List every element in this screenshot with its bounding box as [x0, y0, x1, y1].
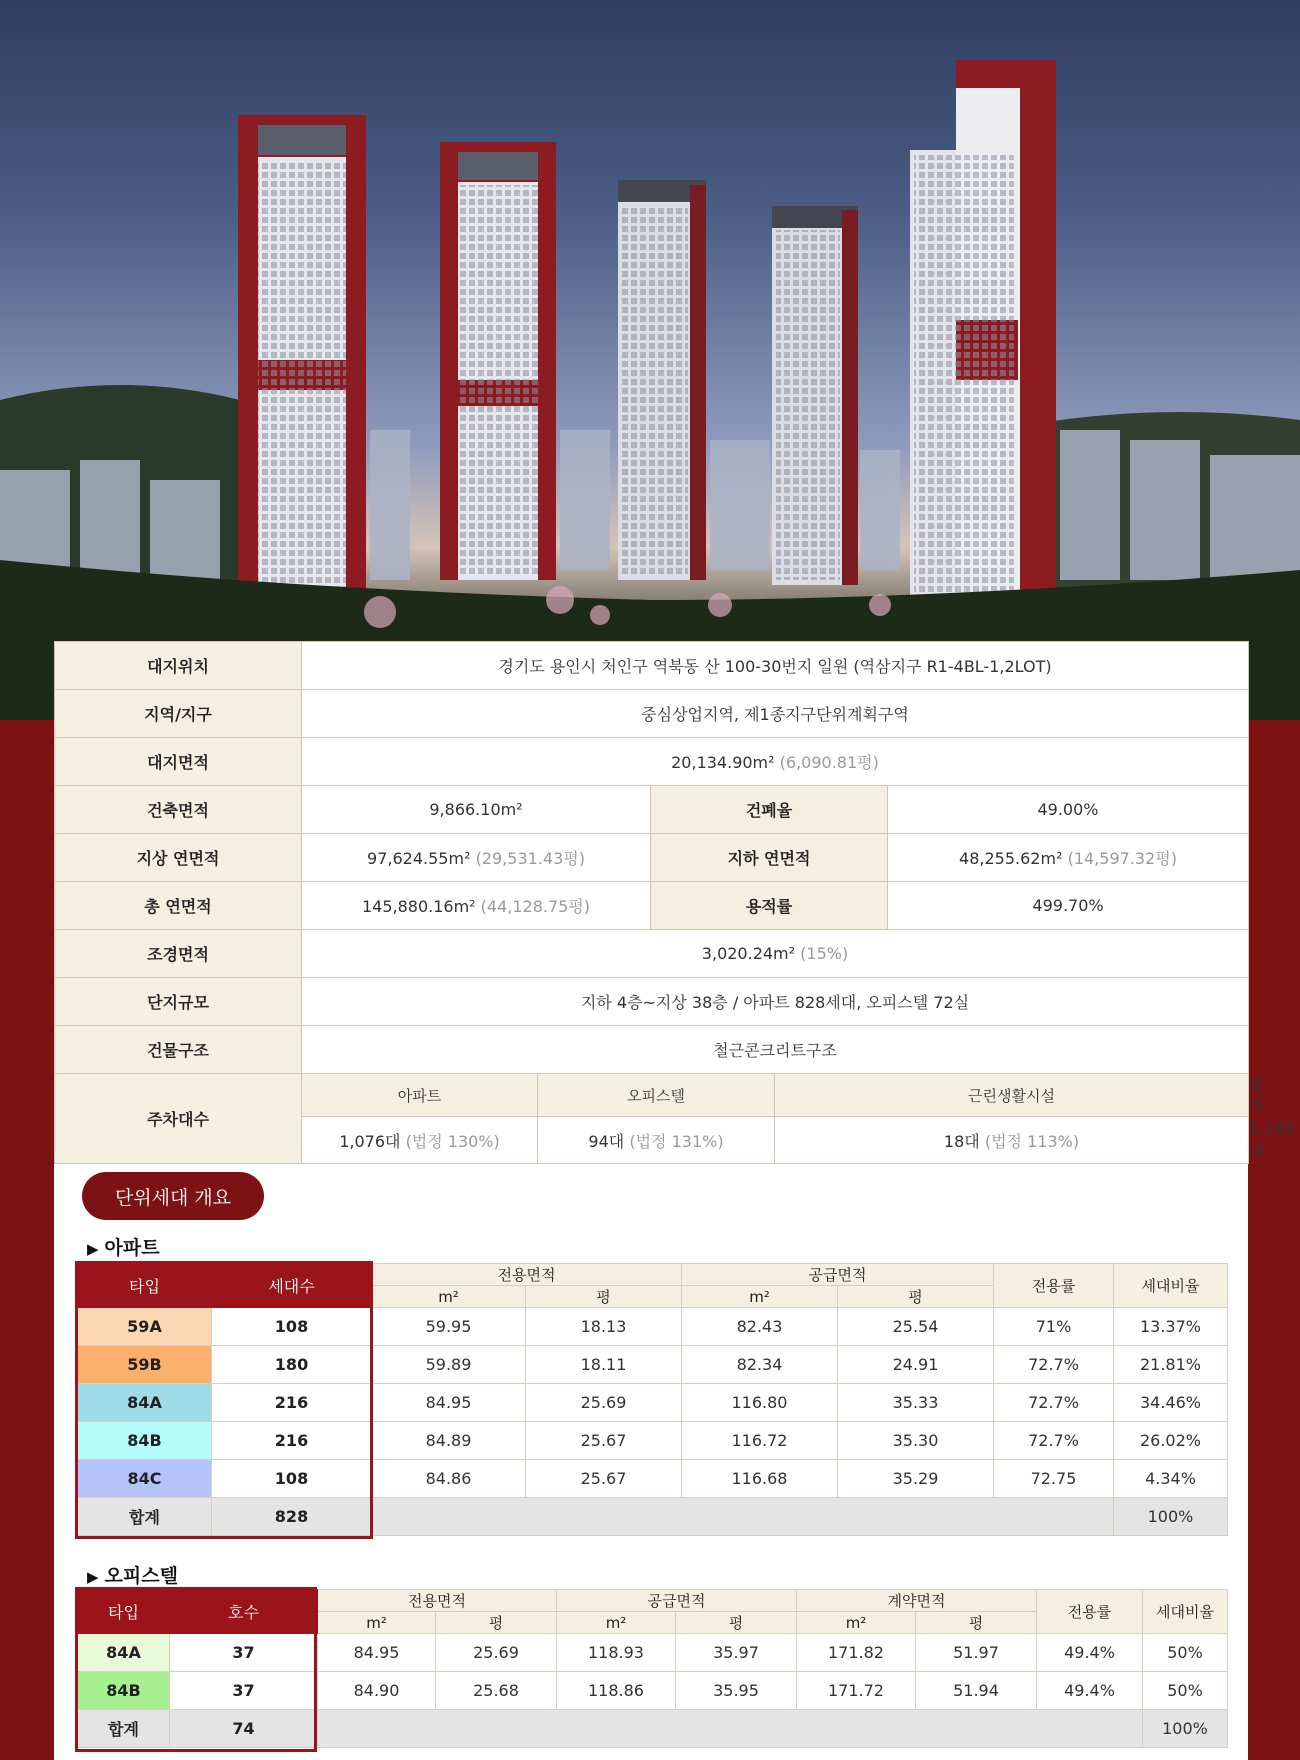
spec-label: 조경면적 — [55, 930, 302, 978]
table-row — [78, 1422, 1228, 1460]
parking-count: 1,188대 — [1249, 1119, 1295, 1160]
total-count: 74 — [170, 1710, 318, 1748]
spec-label: 대지면적 — [55, 738, 302, 786]
total-label: 합계 — [78, 1710, 170, 1748]
cell: 84.86 — [372, 1460, 526, 1498]
cell: 35.97 — [676, 1634, 797, 1672]
spec-label: 건물구조 — [55, 1026, 302, 1074]
parking-legal: (법정 130%) — [405, 1131, 500, 1151]
table-row — [78, 1460, 1228, 1498]
total-label: 합계 — [78, 1498, 212, 1536]
cell: 34.46% — [1114, 1384, 1228, 1422]
spec-row-scale — [55, 978, 1249, 1026]
table-header-row — [78, 1264, 1228, 1286]
cell: 84.95 — [372, 1384, 526, 1422]
cell: 84.89 — [372, 1422, 526, 1460]
total-share: 100% — [1114, 1498, 1228, 1536]
spec-row-total-floor-area — [55, 882, 1249, 930]
col-m2: m² — [682, 1286, 838, 1308]
spec-label: 지하 연면적 — [651, 834, 888, 882]
spec-label: 총 연면적 — [55, 882, 302, 930]
cell: 59.95 — [372, 1308, 526, 1346]
table-row — [78, 1634, 1228, 1672]
col-pyeong: 평 — [676, 1612, 797, 1634]
parking-legal: (법정 113%) — [984, 1131, 1080, 1151]
type-cell: 84A — [78, 1384, 212, 1422]
cell: 26.02% — [1114, 1422, 1228, 1460]
count-cell: 216 — [212, 1384, 372, 1422]
cell: 116.80 — [682, 1384, 838, 1422]
hero-rendering — [0, 0, 1300, 720]
spec-value: 499.70% — [888, 882, 1249, 930]
table-row — [78, 1672, 1228, 1710]
spec-label: 건폐율 — [651, 786, 888, 834]
cell: 84.90 — [318, 1672, 436, 1710]
type-cell: 59B — [78, 1346, 212, 1384]
officetel-heading-label: 오피스텔 — [104, 1565, 178, 1587]
section-title-pill: 단위세대 개요 — [82, 1172, 264, 1220]
col-share: 세대비율 — [1114, 1264, 1228, 1308]
spec-label: 지역/지구 — [55, 690, 302, 738]
cell: 72.7% — [994, 1422, 1114, 1460]
table-row — [78, 1384, 1228, 1422]
cell: 50% — [1143, 1672, 1228, 1710]
count-cell: 108 — [212, 1460, 372, 1498]
col-ratio: 전용률 — [1037, 1590, 1143, 1634]
cell: 49.4% — [1037, 1634, 1143, 1672]
spec-row-above-floor-area — [55, 834, 1249, 882]
apartment-towers-image — [0, 0, 1300, 720]
spec-label: 용적률 — [651, 882, 888, 930]
col-count: 호수 — [170, 1590, 318, 1634]
apartment-heading-label: 아파트 — [104, 1237, 160, 1259]
cell: 118.86 — [557, 1672, 676, 1710]
count-cell: 216 — [212, 1422, 372, 1460]
spec-value-main: 20,134.90m² — [671, 753, 775, 772]
cell: 72.75 — [994, 1460, 1114, 1498]
parking-legal: (법정 131%) — [629, 1131, 724, 1151]
cell: 82.43 — [682, 1308, 838, 1346]
officetel-heading — [87, 1561, 178, 1588]
spec-value: 지하 4층~지상 38층 / 아파트 828세대, 오피스텔 72실 — [302, 978, 1249, 1026]
cell: 49.4% — [1037, 1672, 1143, 1710]
spec-value: 중심상업지역, 제1종지구단위계획구역 — [302, 690, 1249, 738]
spec-value — [302, 834, 651, 882]
count-cell: 37 — [170, 1672, 318, 1710]
spec-value-main: 3,020.24m² — [701, 944, 796, 963]
spec-label: 건축면적 — [55, 786, 302, 834]
cell: 71% — [994, 1308, 1114, 1346]
spec-value-sub: (29,531.43평) — [475, 849, 585, 868]
spec-value — [302, 738, 1249, 786]
spec-value — [302, 882, 651, 930]
spec-value: 경기도 용인시 처인구 역북동 산 100-30번지 일원 (역삼지구 R1-4BL-1,2LOT) — [302, 642, 1249, 690]
parking-value — [538, 1117, 775, 1164]
spec-value-sub: (14,597.32평) — [1067, 849, 1177, 868]
apartment-heading — [87, 1233, 160, 1260]
table-row — [78, 1308, 1228, 1346]
cell: 35.95 — [676, 1672, 797, 1710]
cell: 35.29 — [838, 1460, 994, 1498]
parking-value — [302, 1117, 538, 1164]
cell: 18.11 — [526, 1346, 682, 1384]
apartment-unit-table — [77, 1263, 1228, 1536]
triangle-bullet-icon: ▶ — [87, 1568, 99, 1586]
cell: 171.82 — [797, 1634, 916, 1672]
cell: 35.33 — [838, 1384, 994, 1422]
parking-count: 1,076대 — [339, 1131, 401, 1151]
col-type: 타입 — [78, 1590, 170, 1634]
col-m2: m² — [318, 1612, 436, 1634]
type-cell: 84B — [78, 1422, 212, 1460]
spec-row-site-area — [55, 738, 1249, 786]
spec-value: 9,866.10m² — [302, 786, 651, 834]
table-total-row — [78, 1710, 1228, 1748]
spec-value-sub: (6,090.81평) — [779, 753, 879, 772]
cell: 82.34 — [682, 1346, 838, 1384]
type-cell: 84A — [78, 1634, 170, 1672]
spec-value-main: 48,255.62m² — [959, 849, 1063, 868]
spec-value — [302, 930, 1249, 978]
cell: 25.67 — [526, 1422, 682, 1460]
col-contract: 계약면적 — [797, 1590, 1037, 1612]
count-cell: 108 — [212, 1308, 372, 1346]
spec-label: 지상 연면적 — [55, 834, 302, 882]
cell: 50% — [1143, 1634, 1228, 1672]
spec-value-main: 145,880.16m² — [361, 897, 476, 916]
col-m2: m² — [557, 1612, 676, 1634]
spec-value: 49.00% — [888, 786, 1249, 834]
total-empty — [372, 1498, 1114, 1536]
spec-row-zone — [55, 690, 1249, 738]
col-m2: m² — [797, 1612, 916, 1634]
content-panel — [54, 641, 1295, 1760]
total-share: 100% — [1143, 1710, 1228, 1748]
spec-row-landscape — [55, 930, 1249, 978]
cell: 116.72 — [682, 1422, 838, 1460]
cell: 84.95 — [318, 1634, 436, 1672]
col-count: 세대수 — [212, 1264, 372, 1308]
cell: 51.97 — [916, 1634, 1037, 1672]
col-ratio: 전용률 — [994, 1264, 1114, 1308]
col-pyeong: 평 — [436, 1612, 557, 1634]
cell: 21.81% — [1114, 1346, 1228, 1384]
cell: 25.69 — [436, 1634, 557, 1672]
spec-value-sub: (44,128.75평) — [480, 897, 591, 916]
col-type: 타입 — [78, 1264, 212, 1308]
total-count: 828 — [212, 1498, 372, 1536]
spec-value-sub: (15%) — [800, 944, 849, 963]
cell: 25.67 — [526, 1460, 682, 1498]
cell: 72.7% — [994, 1346, 1114, 1384]
col-pyeong: 평 — [916, 1612, 1037, 1634]
cell: 25.69 — [526, 1384, 682, 1422]
parking-head: 오피스텔 — [538, 1074, 775, 1117]
parking-count: 18대 — [943, 1131, 980, 1151]
project-spec-table — [54, 641, 1295, 1164]
cell: 25.54 — [838, 1308, 994, 1346]
officetel-unit-table — [77, 1589, 1228, 1748]
spec-value: 철근콘크리트구조 — [302, 1026, 1249, 1074]
spec-value — [888, 834, 1249, 882]
col-pyeong: 평 — [526, 1286, 682, 1308]
spec-label: 대지위치 — [55, 642, 302, 690]
cell: 59.89 — [372, 1346, 526, 1384]
spec-row-site-location — [55, 642, 1249, 690]
cell: 118.93 — [557, 1634, 676, 1672]
spec-label: 단지규모 — [55, 978, 302, 1026]
spec-row-structure — [55, 1026, 1249, 1074]
triangle-bullet-icon: ▶ — [87, 1240, 99, 1258]
cell: 116.68 — [682, 1460, 838, 1498]
cell: 18.13 — [526, 1308, 682, 1346]
total-empty — [318, 1710, 1143, 1748]
table-header-row — [78, 1590, 1228, 1612]
col-m2: m² — [372, 1286, 526, 1308]
spec-row-building-area — [55, 786, 1249, 834]
type-cell: 84B — [78, 1672, 170, 1710]
parking-count: 94대 — [588, 1131, 625, 1151]
cell: 13.37% — [1114, 1308, 1228, 1346]
parking-value — [775, 1117, 1249, 1164]
cell: 171.72 — [797, 1672, 916, 1710]
spec-value-main: 97,624.55m² — [367, 849, 471, 868]
cell: 24.91 — [838, 1346, 994, 1384]
type-cell: 59A — [78, 1308, 212, 1346]
col-supply: 공급면적 — [557, 1590, 797, 1612]
col-exclusive: 전용면적 — [372, 1264, 682, 1286]
table-row — [78, 1346, 1228, 1384]
parking-head: 아파트 — [302, 1074, 538, 1117]
count-cell: 180 — [212, 1346, 372, 1384]
col-exclusive: 전용면적 — [318, 1590, 557, 1612]
cell: 72.7% — [994, 1384, 1114, 1422]
cell: 4.34% — [1114, 1460, 1228, 1498]
count-cell: 37 — [170, 1634, 318, 1672]
spec-row-parking-head: 주차대수 아파트 오피스텔 근린생활시설 합계 — [55, 1074, 1249, 1117]
cell: 51.94 — [916, 1672, 1037, 1710]
col-supply: 공급면적 — [682, 1264, 994, 1286]
col-share: 세대비율 — [1143, 1590, 1228, 1634]
spec-label: 주차대수 — [55, 1074, 302, 1164]
cell: 25.68 — [436, 1672, 557, 1710]
col-pyeong: 평 — [838, 1286, 994, 1308]
type-cell: 84C — [78, 1460, 212, 1498]
cell: 35.30 — [838, 1422, 994, 1460]
parking-head: 근린생활시설 — [775, 1074, 1249, 1117]
table-total-row — [78, 1498, 1228, 1536]
